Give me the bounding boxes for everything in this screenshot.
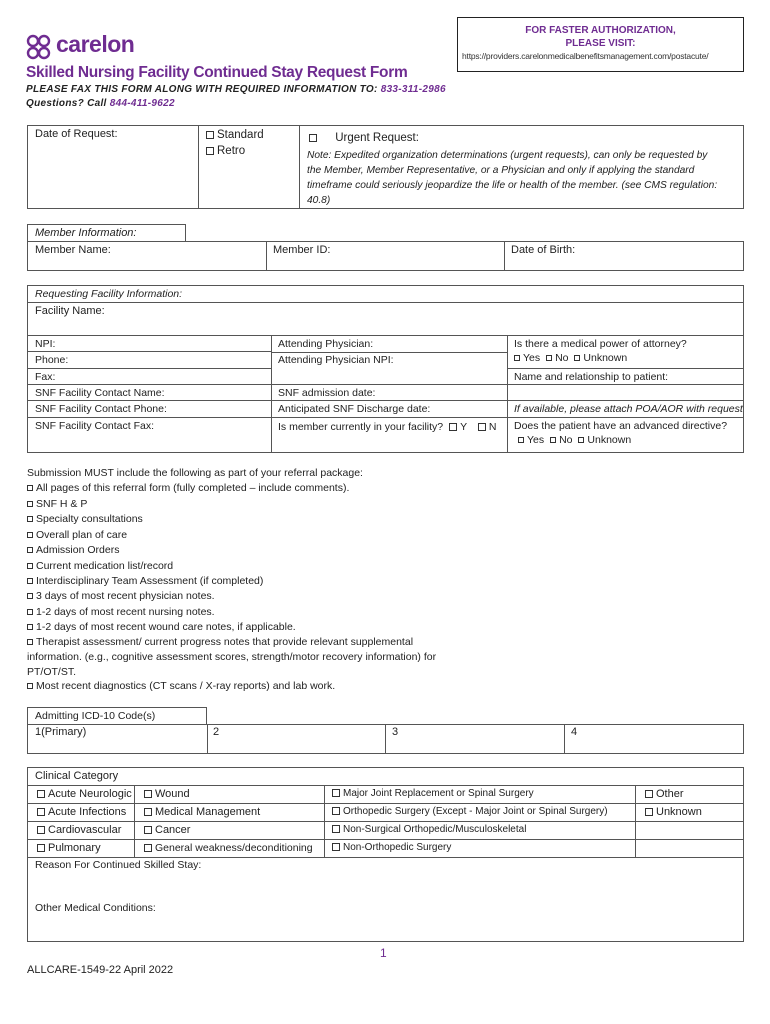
submission-item: Current medication list/record — [27, 560, 173, 572]
directive-yes-checkbox[interactable] — [518, 437, 524, 443]
in-facility-no-checkbox[interactable] — [478, 423, 486, 431]
contact-name-label: SNF Facility Contact Name: — [35, 387, 165, 399]
member-section-title: Member Information: — [35, 227, 137, 239]
reason-label: Reason For Continued Skilled Stay: — [35, 859, 202, 871]
icd-code-2: 2 — [213, 726, 220, 738]
attach-note: If available, please attach POA/AOR with request — [514, 403, 743, 415]
directive-unknown-checkbox[interactable] — [578, 437, 584, 443]
category-major-joint[interactable]: Major Joint Replacement or Spinal Surgery — [332, 788, 534, 799]
form-id: ALLCARE-1549-22 April 2022 — [27, 964, 174, 976]
category-medical-management[interactable]: Medical Management — [144, 806, 260, 818]
submission-item: Overall plan of care — [27, 529, 127, 541]
category-unknown[interactable]: Unknown — [645, 806, 702, 818]
facility-name-label: Facility Name: — [35, 305, 105, 317]
discharge-date-label: Anticipated SNF Discharge date: — [278, 403, 431, 415]
questions-number: 844-411-9622 — [109, 98, 175, 109]
submission-item-cont: PT/OT/ST. — [27, 666, 77, 678]
brand-name: carelon — [56, 31, 135, 57]
icd-code-4: 4 — [571, 726, 578, 738]
category-non-surgical-ortho[interactable]: Non-Surgical Orthopedic/Musculoskeletal — [332, 824, 526, 835]
auth-line-2: PLEASE VISIT: — [565, 38, 636, 49]
category-pulmonary[interactable]: Pulmonary — [37, 842, 101, 854]
page-number: 1 — [380, 946, 387, 960]
poa-options: Yes No Unknown — [514, 352, 627, 364]
directive-options: Yes No Unknown — [518, 434, 631, 446]
submission-intro: Submission MUST include the following as part of your referral package: — [27, 467, 363, 479]
standard-checkbox[interactable] — [206, 131, 214, 139]
poa-no-checkbox[interactable] — [546, 355, 552, 361]
submission-item: SNF H & P — [27, 498, 87, 510]
submission-item: Most recent diagnostics (CT scans / X-ray reports) and lab work. — [27, 680, 335, 692]
contact-phone-label: SNF Facility Contact Phone: — [35, 403, 167, 415]
fax-label: Fax: — [35, 371, 56, 383]
member-id-label: Member ID: — [273, 244, 331, 256]
attending-label: Attending Physician: — [278, 338, 374, 350]
icd-code-1: 1(Primary) — [35, 726, 87, 738]
submission-item: Specialty consultations — [27, 513, 143, 525]
in-facility-question: Is member currently in your facility? Y N — [278, 421, 497, 433]
in-facility-yes-checkbox[interactable] — [449, 423, 457, 431]
retro-checkbox[interactable] — [206, 147, 214, 155]
category-cardiovascular[interactable]: Cardiovascular — [37, 824, 121, 836]
directive-question: Does the patient have an advanced directive? — [514, 420, 728, 432]
urgent-note-3: timeframe could seriously jeopardize the life or health of the member. (see CMS regulation: — [307, 180, 718, 191]
category-general-weakness[interactable]: General weakness/deconditioning — [144, 842, 313, 854]
auth-url[interactable]: https://providers.carelonmedicalbenefitsmanagement.com/postacute/ — [462, 51, 709, 61]
contact-fax-label: SNF Facility Contact Fax: — [35, 420, 155, 432]
carelon-logo-icon — [26, 34, 52, 60]
submission-item: Interdisciplinary Team Assessment (if completed) — [27, 575, 263, 587]
standard-option[interactable]: Standard — [206, 129, 264, 141]
category-other[interactable]: Other — [645, 788, 684, 800]
npi-label: NPI: — [35, 338, 56, 350]
relationship-label: Name and relationship to patient: — [514, 371, 669, 383]
member-table — [27, 241, 744, 271]
clinical-label: Clinical Category — [35, 770, 119, 782]
submission-item: All pages of this referral form (fully completed – include comments). — [27, 482, 349, 494]
dob-label: Date of Birth: — [511, 244, 576, 256]
facility-section-title: Requesting Facility Information: — [35, 288, 183, 300]
date-of-request-label: Date of Request: — [35, 128, 118, 140]
poa-yes-checkbox[interactable] — [514, 355, 520, 361]
icd-label: Admitting ICD-10 Code(s) — [35, 710, 156, 722]
page-title: Skilled Nursing Facility Continued Stay Request Form — [26, 64, 408, 81]
questions-text: Questions? Call — [26, 98, 107, 109]
category-acute-neurologic[interactable]: Acute Neurologic — [37, 788, 132, 800]
submission-item: 1-2 days of most recent wound care notes, if applicable. — [27, 621, 296, 633]
urgent-note-4: 40.8) — [307, 195, 331, 206]
urgent-option[interactable]: Urgent Request: — [309, 132, 419, 144]
category-cancer[interactable]: Cancer — [144, 824, 190, 836]
retro-option[interactable]: Retro — [206, 145, 245, 157]
questions-line — [26, 98, 175, 109]
submission-item: 3 days of most recent physician notes. — [27, 590, 215, 602]
urgent-checkbox[interactable] — [309, 134, 317, 142]
category-wound[interactable]: Wound — [144, 788, 190, 800]
submission-item: Therapist assessment/ current progress notes that provide relevant supplemental — [27, 636, 413, 648]
submission-item: 1-2 days of most recent nursing notes. — [27, 606, 215, 618]
fax-instructions — [26, 84, 446, 95]
submission-item: Admission Orders — [27, 544, 119, 556]
admission-date-label: SNF admission date: — [278, 387, 376, 399]
auth-line-1: FOR FASTER AUTHORIZATION, — [525, 25, 676, 36]
other-conditions-label: Other Medical Conditions: — [35, 902, 156, 914]
urgent-note-1: Note: Expedited organization determinations (urgent requests), can only be requested by — [307, 150, 708, 161]
directive-no-checkbox[interactable] — [550, 437, 556, 443]
member-name-label: Member Name: — [35, 244, 111, 256]
phone-label: Phone: — [35, 354, 69, 366]
poa-question: Is there a medical power of attorney? — [514, 338, 687, 350]
urgent-note-2: the Member, Member Representative, or a Physician and only if applying the standard — [307, 165, 695, 176]
fax-text: PLEASE FAX THIS FORM ALONG WITH REQUIRED INFORMATION TO: — [26, 84, 378, 95]
fax-number: 833-311-2986 — [380, 84, 446, 95]
category-acute-infections[interactable]: Acute Infections — [37, 806, 126, 818]
icd-code-3: 3 — [392, 726, 399, 738]
attending-npi-label: Attending Physician NPI: — [278, 354, 394, 366]
category-orthopedic-surgery[interactable]: Orthopedic Surgery (Except - Major Joint or Spinal Surgery) — [332, 806, 608, 817]
category-non-ortho-surgery[interactable]: Non-Orthopedic Surgery — [332, 842, 451, 853]
submission-item-cont: information. (e.g., cognitive assessment scores, strength/motor recovery information) for — [27, 651, 437, 663]
poa-unknown-checkbox[interactable] — [574, 355, 580, 361]
